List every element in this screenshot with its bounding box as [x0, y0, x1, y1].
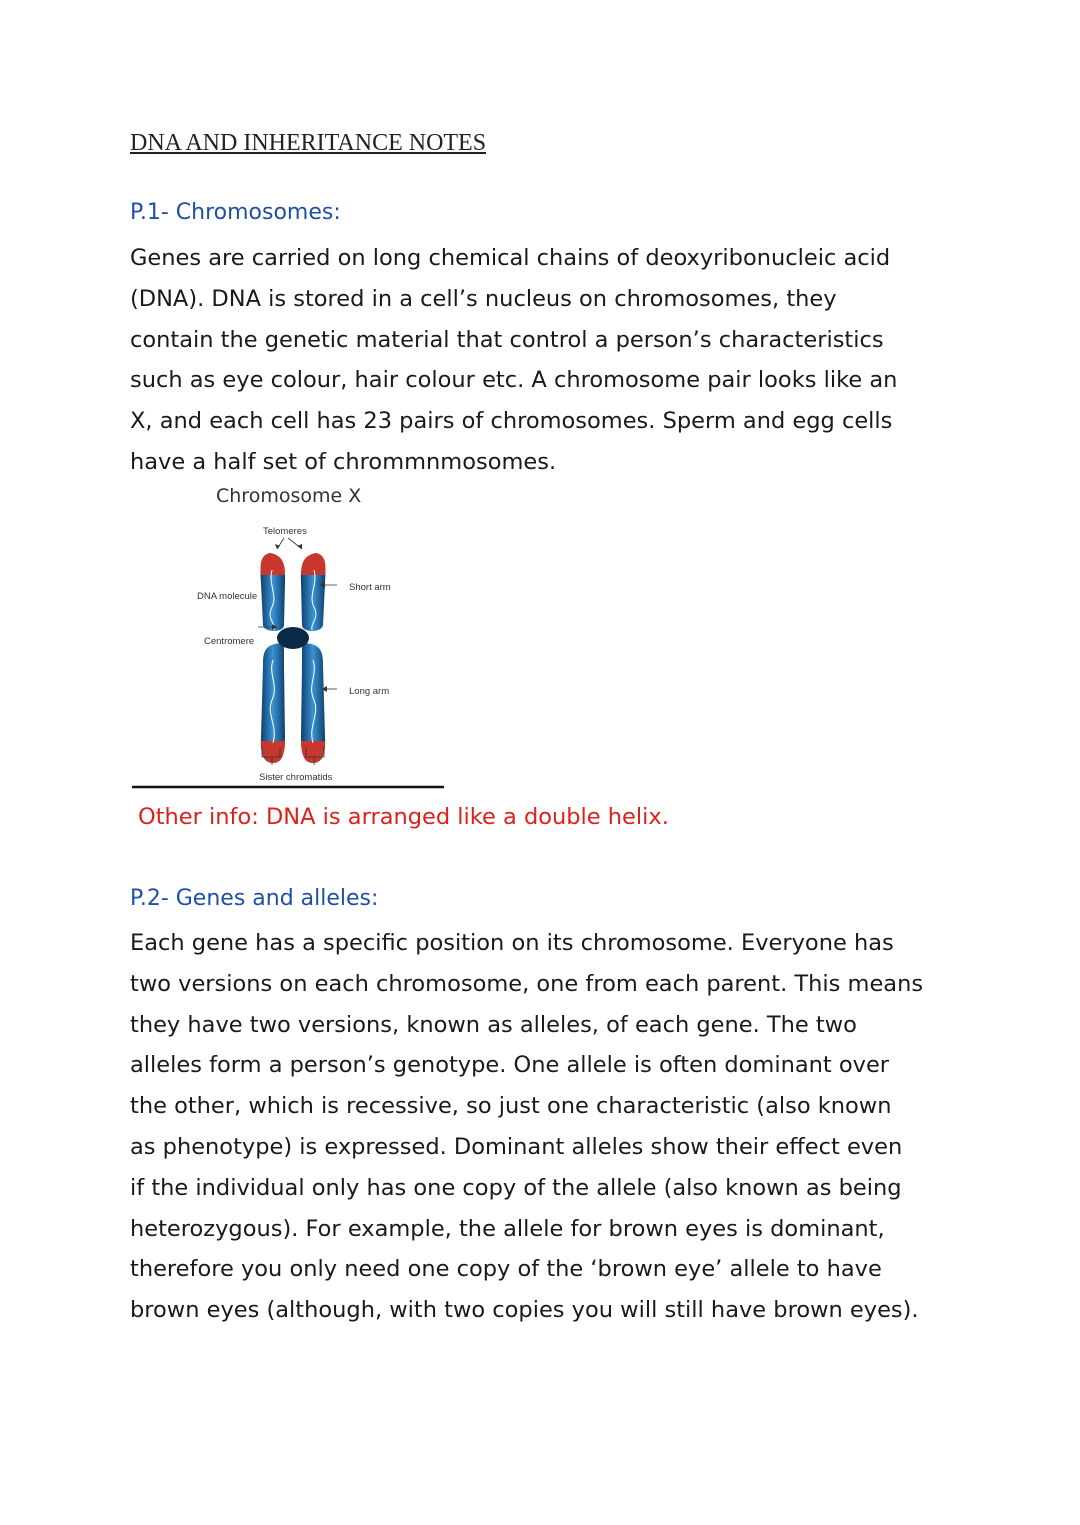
text-line: if the individual only has one copy of the allele (also known as being: [130, 1174, 902, 1201]
text-line: therefore you only need one copy of the ‘brown eye’ allele to have: [130, 1256, 882, 1283]
text-line: two versions on each chromosome, one from each parent. This means: [130, 970, 924, 997]
section2-heading: P.2- Genes and alleles:: [130, 886, 379, 911]
text-line: alleles form a person’s genotype. One allele is often dominant over: [130, 1052, 890, 1079]
text-line: heterozygous). For example, the allele for brown eyes is dominant,: [130, 1215, 885, 1242]
text-line: such as eye colour, hair colour etc. A chromosome pair looks like an: [130, 367, 898, 394]
text-line: (DNA). DNA is stored in a cell’s nucleus on chromosomes, they: [130, 285, 837, 312]
label-dna-molecule: DNA molecule: [197, 591, 258, 602]
label-telomeres: Telomeres: [263, 526, 307, 537]
doc-title: DNA AND INHERITANCE NOTES: [130, 130, 487, 156]
text-line: X, and each cell has 23 pairs of chromosomes. Sperm and egg cells: [130, 408, 893, 435]
text-line: contain the genetic material that control a person’s characteristics: [130, 326, 884, 353]
text-line: have a half set of chrommnmosomes.: [130, 448, 557, 475]
figure-caption: Chromosome X: [216, 485, 362, 507]
section1-paragraph: [130, 238, 950, 483]
text-line: as phenotype) is expressed. Dominant alleles show their effect even: [130, 1133, 903, 1160]
text-line: Genes are carried on long chemical chains of deoxyribonucleic acid: [130, 245, 891, 271]
section2-paragraph: [130, 923, 950, 1331]
label-centromere: Centromere: [204, 636, 255, 647]
label-short-arm: Short arm: [349, 582, 391, 593]
label-sister-chromatids: Sister chromatids: [259, 772, 333, 783]
other-info: Other info: DNA is arranged like a double helix.: [138, 804, 669, 830]
text-line: they have two versions, known as alleles, of each gene. The two: [130, 1011, 857, 1038]
chromosome-figure: [132, 515, 446, 793]
section1-heading: P.1- Chromosomes:: [130, 200, 341, 225]
left-chromatid: [261, 553, 286, 763]
label-long-arm: Long arm: [349, 686, 390, 697]
text-line: the other, which is recessive, so just one characteristic (also known: [130, 1093, 892, 1120]
centromere-shape: [277, 627, 309, 649]
text-line: brown eyes (although, with two copies you will still have brown eyes).: [130, 1297, 919, 1324]
text-line: Each gene has a specific position on its chromosome. Everyone has: [130, 930, 894, 956]
